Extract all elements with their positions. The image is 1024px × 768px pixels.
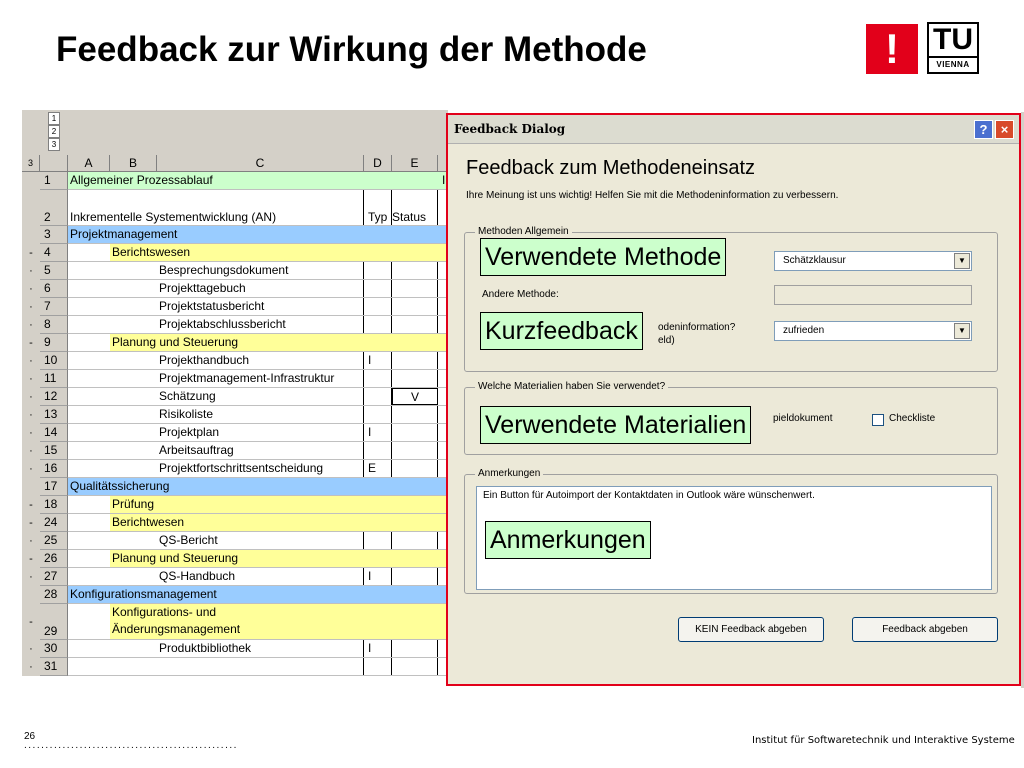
row-number[interactable]: 18 (40, 496, 68, 514)
row-cells (68, 262, 448, 280)
text-cell[interactable] (68, 226, 448, 243)
rating-label-line2: eld) (658, 335, 675, 346)
table-row (22, 172, 448, 190)
status-cell[interactable] (392, 370, 438, 387)
row-cells (68, 532, 448, 550)
empty-cell[interactable] (68, 424, 157, 441)
footer-institute: Institut für Softwaretechnik und Interaktive Systeme (752, 735, 1015, 746)
outline-level-bar (22, 110, 448, 156)
text-cell[interactable] (157, 280, 364, 297)
empty-cell[interactable] (68, 298, 157, 315)
text-cell[interactable] (157, 298, 364, 315)
extra-cell[interactable]: I (442, 173, 446, 187)
table-row (22, 460, 448, 478)
column-header-a[interactable]: A (68, 155, 110, 172)
outline-marker[interactable]: · (22, 280, 40, 298)
text-cell[interactable] (157, 460, 364, 477)
empty-cell[interactable] (68, 370, 157, 387)
type-cell[interactable] (364, 658, 392, 675)
text-cell[interactable] (157, 352, 364, 369)
cell-text: Arbeitsauftrag (159, 443, 234, 457)
select-all-corner[interactable] (40, 155, 68, 172)
rating-select-value: zufrieden (783, 325, 825, 336)
row-number[interactable]: 4 (40, 244, 68, 262)
rating-select[interactable] (774, 321, 972, 341)
checklist-label: Checkliste (889, 413, 936, 424)
table-row (22, 640, 448, 658)
table-row (22, 568, 448, 586)
outline-marker[interactable]: · (22, 658, 40, 676)
method-select[interactable] (774, 251, 972, 271)
text-cell[interactable] (110, 550, 448, 567)
outline-marker[interactable]: · (22, 388, 40, 406)
outline-marker[interactable] (22, 190, 40, 226)
status-cell[interactable] (392, 640, 438, 657)
table-row (22, 262, 448, 280)
cell-text: Projektmanagement-Infrastruktur (159, 371, 335, 385)
cell-text: QS-Bericht (159, 533, 218, 547)
table-row (22, 190, 448, 226)
chevron-down-icon[interactable]: ▼ (954, 323, 970, 339)
cell-text: Projektstatusbericht (159, 299, 265, 313)
empty-cell[interactable] (68, 352, 157, 369)
row-cells (68, 190, 448, 226)
status-cell[interactable] (392, 406, 438, 423)
exclamation-logo: ! (866, 24, 918, 74)
table-row (22, 316, 448, 334)
row-number[interactable]: 25 (40, 532, 68, 550)
feedback-dialog (446, 113, 1021, 686)
text-cell[interactable] (68, 586, 448, 603)
empty-cell[interactable] (68, 496, 110, 513)
table-row (22, 424, 448, 442)
text-cell[interactable] (157, 388, 364, 405)
other-method-input[interactable] (774, 285, 972, 305)
table-row (22, 280, 448, 298)
empty-cell[interactable] (68, 514, 110, 531)
spreadsheet (22, 110, 448, 686)
text-cell[interactable] (157, 640, 364, 657)
cell-text: Projektmanagement (70, 227, 178, 241)
outline-marker[interactable] (22, 586, 40, 604)
row-cells (68, 568, 448, 586)
row-cells (68, 352, 448, 370)
empty-cell[interactable] (68, 244, 110, 261)
text-cell[interactable] (68, 172, 448, 189)
outline-marker[interactable] (22, 478, 40, 496)
callout-materials: Verwendete Materialien (480, 406, 751, 444)
text-cell[interactable] (110, 604, 448, 639)
type-cell[interactable]: I (364, 640, 392, 657)
outline-marker[interactable]: · (22, 424, 40, 442)
row-number[interactable]: 28 (40, 586, 68, 604)
table-row (22, 550, 448, 568)
type-cell[interactable]: Typ (364, 190, 392, 225)
row-number[interactable]: 17 (40, 478, 68, 496)
other-method-label: Andere Methode: (482, 289, 559, 300)
cell-text: Allgemeiner Prozessablauf (70, 173, 213, 187)
text-cell[interactable] (110, 514, 448, 531)
empty-cell[interactable] (68, 658, 157, 675)
row-number[interactable]: 13 (40, 406, 68, 424)
type-cell[interactable]: E (364, 460, 392, 477)
outline-level-3-button[interactable]: 3 (48, 138, 60, 151)
status-cell[interactable] (392, 568, 438, 585)
submit-feedback-button[interactable]: Feedback abgeben (852, 617, 998, 642)
notes-text: Ein Button für Autoimport der Kontaktdaten in Outlook wäre wünschenwert. (483, 490, 815, 501)
cell-text: Berichtswesen (112, 245, 191, 259)
cell-text: Prüfung (112, 497, 155, 511)
column-header-d[interactable]: D (364, 155, 392, 172)
dialog-heading: Feedback zum Methodeneinsatz (466, 157, 756, 179)
status-cell[interactable]: Status (392, 190, 438, 225)
outline-level-1-button[interactable]: 1 (48, 112, 60, 125)
row-cells (68, 244, 448, 262)
cell-text-line: Änderungsmanagement (112, 622, 241, 636)
cell-text: Projektabschlussbericht (159, 317, 286, 331)
no-feedback-button[interactable]: KEIN Feedback abgeben (678, 617, 824, 642)
help-button[interactable]: ? (974, 120, 993, 139)
type-cell[interactable] (364, 406, 392, 423)
outline-marker[interactable]: · (22, 370, 40, 388)
row-cells (68, 604, 448, 640)
callout-notes: Anmerkungen (485, 521, 651, 559)
row-cells (68, 388, 448, 406)
row-cells (68, 298, 448, 316)
row-cells (68, 460, 448, 478)
example-document-label: pieldokument (773, 413, 833, 424)
type-cell[interactable] (364, 280, 392, 297)
status-cell[interactable] (392, 460, 438, 477)
text-cell[interactable] (157, 370, 364, 387)
outline-marker[interactable]: · (22, 298, 40, 316)
dotted-rule: .................................................. (24, 740, 238, 751)
text-cell[interactable] (157, 406, 364, 423)
empty-cell[interactable] (68, 388, 157, 405)
cell-text: Besprechungsdokument (159, 263, 289, 277)
column-headers (22, 155, 448, 172)
row-cells (68, 226, 448, 244)
row-number[interactable]: 16 (40, 460, 68, 478)
text-cell[interactable] (68, 478, 448, 495)
row-number[interactable]: 2 (40, 190, 68, 226)
row-number[interactable]: 15 (40, 442, 68, 460)
row-number[interactable]: 27 (40, 568, 68, 586)
row-cells (68, 640, 448, 658)
status-cell[interactable] (392, 316, 438, 333)
status-cell[interactable] (392, 658, 438, 675)
outline-marker[interactable] (22, 172, 40, 190)
status-cell[interactable] (392, 280, 438, 297)
row-cells (68, 478, 448, 496)
type-cell[interactable]: I (364, 568, 392, 585)
empty-cell[interactable] (68, 262, 157, 279)
text-cell[interactable] (110, 244, 448, 261)
dialog-subtitle: Ihre Meinung ist uns wichtig! Helfen Sie mit die Methodeninformation zu verbessern. (466, 190, 839, 201)
callout-method: Verwendete Methode (480, 238, 726, 276)
empty-cell[interactable] (68, 280, 157, 297)
row-number[interactable]: 7 (40, 298, 68, 316)
outline-marker[interactable]: - (22, 550, 40, 568)
method-general-legend: Methoden Allgemein (475, 226, 572, 237)
table-row (22, 658, 448, 676)
row-cells (68, 586, 448, 604)
dialog-title: Feedback Dialog (454, 122, 566, 136)
row-number[interactable]: 14 (40, 424, 68, 442)
cell-text-line: Konfigurations- und (112, 605, 217, 619)
outline-marker[interactable]: · (22, 352, 40, 370)
materials-legend: Welche Materialien haben Sie verwendet? (475, 381, 668, 392)
type-cell[interactable] (364, 298, 392, 315)
table-row (22, 514, 448, 532)
vienna-logo-text: VIENNA (929, 56, 977, 71)
row-number[interactable]: 11 (40, 370, 68, 388)
dialog-title-bar[interactable] (448, 115, 1019, 144)
outline-marker[interactable]: - (22, 604, 40, 640)
row-cells (68, 316, 448, 334)
page-number: 26 (24, 731, 36, 742)
text-cell[interactable] (68, 190, 364, 225)
row-cells (68, 550, 448, 568)
tu-logo-text: TU (933, 23, 973, 56)
outline-marker[interactable]: - (22, 496, 40, 514)
column-header-c[interactable]: C (157, 155, 364, 172)
row-number[interactable]: 31 (40, 658, 68, 676)
close-button[interactable]: × (995, 120, 1014, 139)
type-cell[interactable] (364, 370, 392, 387)
outline-marker[interactable]: · (22, 442, 40, 460)
row-number[interactable]: 5 (40, 262, 68, 280)
row-cells (68, 334, 448, 352)
status-cell[interactable] (392, 424, 438, 441)
table-row (22, 388, 448, 406)
outline-marker[interactable]: · (22, 460, 40, 478)
type-cell[interactable] (364, 532, 392, 549)
outline-corner-button[interactable]: 3 (22, 155, 40, 172)
cell-text: Projektfortschrittsentscheidung (159, 461, 324, 475)
table-row (22, 532, 448, 550)
cell-text: Planung und Steuerung (112, 551, 239, 565)
row-cells (68, 658, 448, 676)
callout-short-feedback: Kurzfeedback (480, 312, 643, 350)
row-cells (68, 424, 448, 442)
text-cell[interactable] (157, 442, 364, 459)
outline-marker[interactable]: - (22, 244, 40, 262)
empty-cell[interactable] (68, 334, 110, 351)
text-cell[interactable] (110, 334, 448, 351)
row-number[interactable]: 1 (40, 172, 68, 190)
slide-title: Feedback zur Wirkung der Methode (56, 30, 647, 69)
checklist-checkbox[interactable] (872, 414, 884, 426)
cell-text: Risikoliste (159, 407, 214, 421)
table-row (22, 334, 448, 352)
cell-text: Berichtwesen (112, 515, 185, 529)
type-cell[interactable]: I (364, 424, 392, 441)
status-cell[interactable] (392, 532, 438, 549)
method-select-value: Schätzklausur (783, 255, 846, 266)
text-cell[interactable] (157, 658, 364, 675)
outline-marker[interactable]: · (22, 262, 40, 280)
row-cells (68, 442, 448, 460)
row-number[interactable]: 10 (40, 352, 68, 370)
empty-cell[interactable] (68, 550, 110, 567)
row-number[interactable]: 12 (40, 388, 68, 406)
table-row (22, 370, 448, 388)
table-row (22, 478, 448, 496)
table-row (22, 604, 448, 640)
text-cell[interactable] (157, 262, 364, 279)
row-number[interactable]: 29 (40, 604, 68, 640)
text-cell[interactable] (110, 496, 448, 513)
row-number[interactable]: 30 (40, 640, 68, 658)
text-cell[interactable] (157, 316, 364, 333)
outline-marker[interactable]: · (22, 532, 40, 550)
text-cell[interactable] (157, 424, 364, 441)
type-cell[interactable]: I (364, 352, 392, 369)
type-cell[interactable] (364, 388, 392, 405)
table-row (22, 406, 448, 424)
cell-text: Qualitätssicherung (70, 479, 170, 493)
empty-cell[interactable] (68, 604, 110, 639)
tu-vienna-logo (927, 22, 979, 74)
rating-label-line1: odeninformation? (658, 322, 736, 333)
status-cell[interactable] (392, 352, 438, 369)
cell-text: Produktbibliothek (159, 641, 252, 655)
outline-marker[interactable]: · (22, 406, 40, 424)
row-cells (68, 172, 448, 190)
table-row (22, 496, 448, 514)
outline-marker[interactable]: - (22, 334, 40, 352)
cell-text: Projekttagebuch (159, 281, 246, 295)
cell-text: QS-Handbuch (159, 569, 236, 583)
type-cell[interactable] (364, 316, 392, 333)
text-cell[interactable] (157, 568, 364, 585)
status-cell[interactable]: V (392, 388, 438, 405)
cell-text: Planung und Steuerung (112, 335, 239, 349)
outline-level-2-button[interactable]: 2 (48, 125, 60, 138)
cell-text: Projekthandbuch (159, 353, 250, 367)
type-cell[interactable] (364, 442, 392, 459)
row-number[interactable]: 3 (40, 226, 68, 244)
outline-marker[interactable]: · (22, 316, 40, 334)
empty-cell[interactable] (68, 460, 157, 477)
row-cells (68, 514, 448, 532)
cell-text: Inkrementelle Systementwicklung (AN) (70, 210, 277, 224)
status-cell[interactable] (392, 298, 438, 315)
table-row (22, 352, 448, 370)
row-number[interactable]: 24 (40, 514, 68, 532)
outline-marker[interactable]: - (22, 514, 40, 532)
cell-text: Schätzung (159, 389, 216, 403)
empty-cell[interactable] (68, 442, 157, 459)
row-cells (68, 496, 448, 514)
row-cells (68, 280, 448, 298)
empty-cell[interactable] (68, 316, 157, 333)
row-number[interactable]: 6 (40, 280, 68, 298)
status-cell[interactable] (392, 262, 438, 279)
column-header-e[interactable]: E (392, 155, 438, 172)
empty-cell[interactable] (68, 640, 157, 657)
row-cells (68, 406, 448, 424)
cell-text: Konfigurationsmanagement (70, 587, 217, 601)
table-row (22, 442, 448, 460)
outline-marker[interactable] (22, 226, 40, 244)
row-number[interactable]: 8 (40, 316, 68, 334)
text-cell[interactable] (157, 532, 364, 549)
table-row (22, 226, 448, 244)
outline-marker[interactable]: · (22, 640, 40, 658)
row-number[interactable]: 9 (40, 334, 68, 352)
outline-marker[interactable]: · (22, 568, 40, 586)
notes-legend: Anmerkungen (475, 468, 543, 479)
cell-text: Projektplan (159, 425, 220, 439)
type-cell[interactable] (364, 262, 392, 279)
row-cells (68, 370, 448, 388)
chevron-down-icon[interactable]: ▼ (954, 253, 970, 269)
empty-cell[interactable] (68, 406, 157, 423)
table-row (22, 244, 448, 262)
row-number[interactable]: 26 (40, 550, 68, 568)
empty-cell[interactable] (68, 532, 157, 549)
column-header-b[interactable]: B (110, 155, 157, 172)
table-row (22, 586, 448, 604)
status-cell[interactable] (392, 442, 438, 459)
empty-cell[interactable] (68, 568, 157, 585)
table-row (22, 298, 448, 316)
